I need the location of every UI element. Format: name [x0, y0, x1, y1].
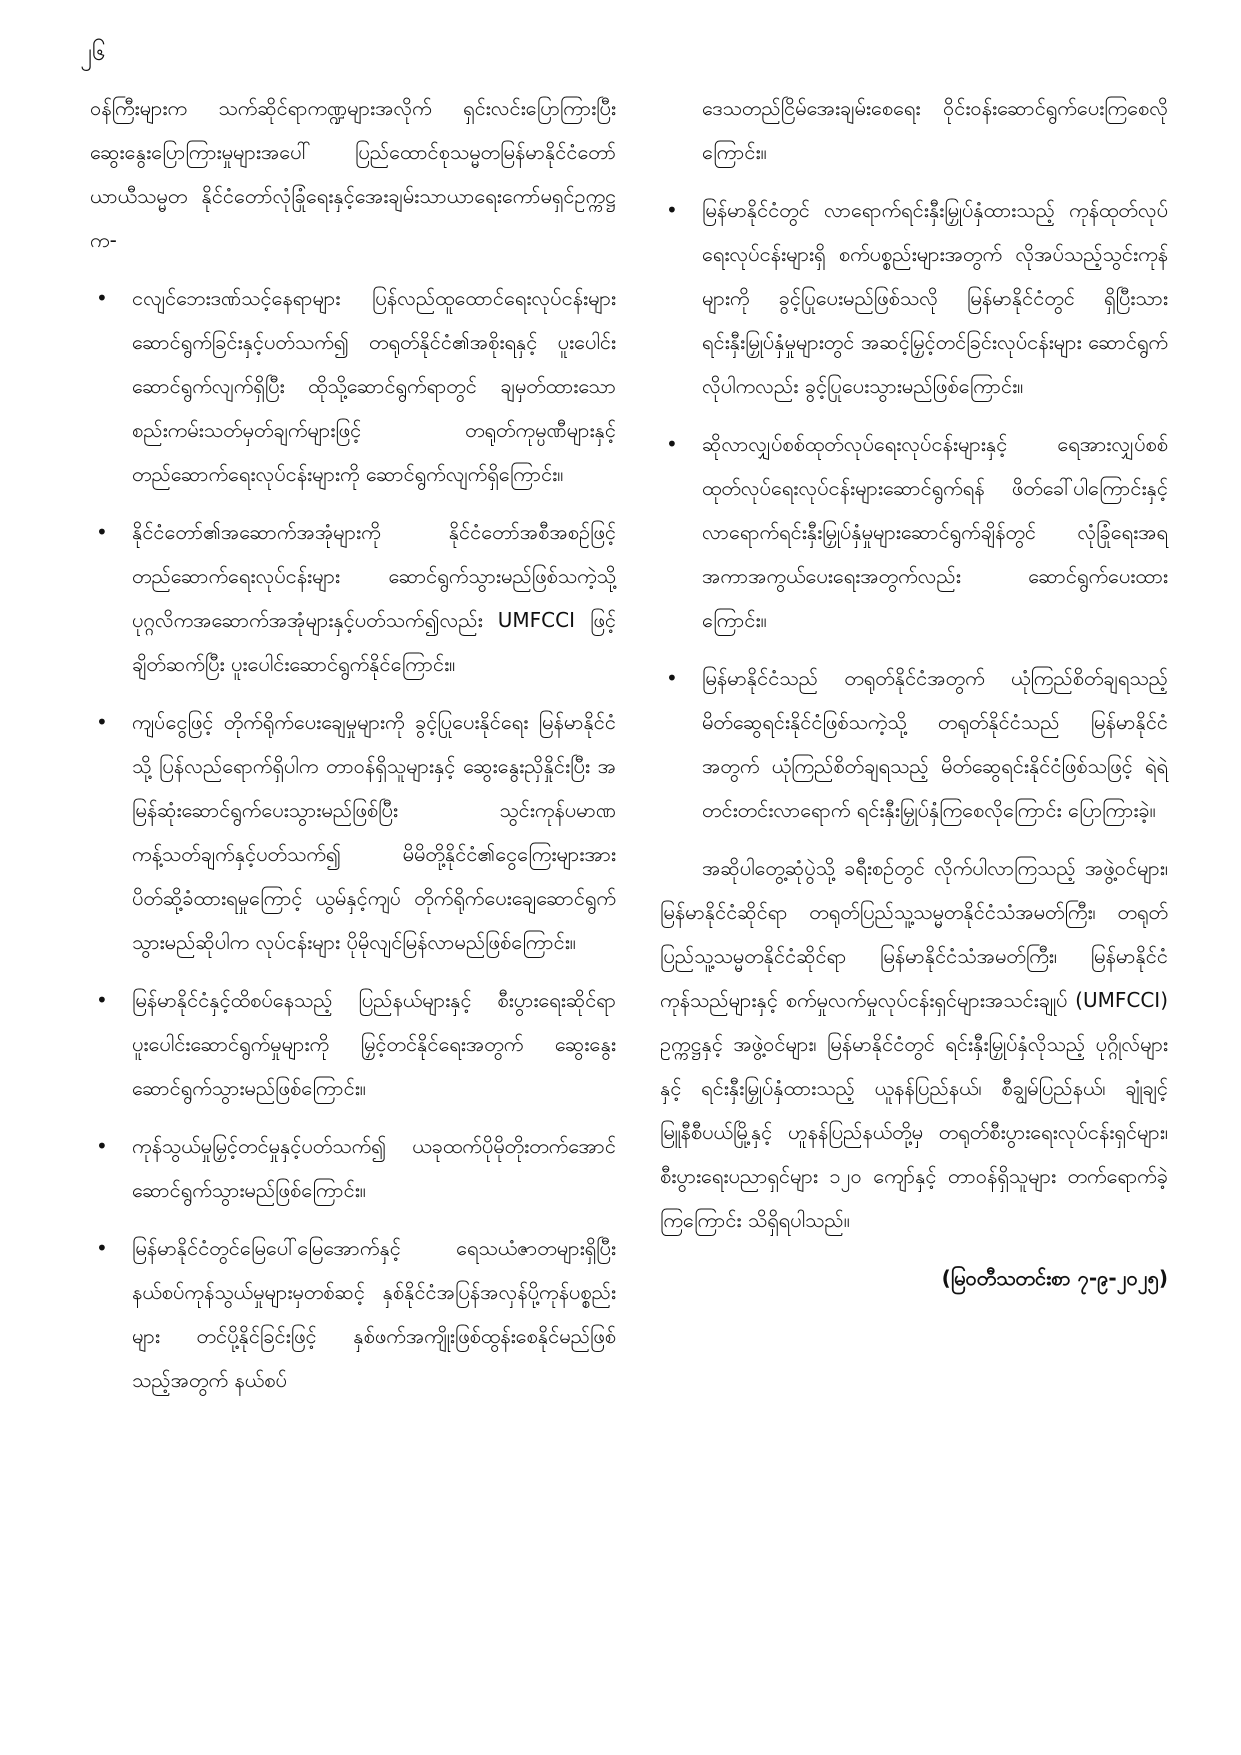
list-item [90, 978, 616, 1110]
list-item [90, 700, 616, 964]
bullet-icon: • [96, 710, 108, 734]
bullet-icon: • [96, 988, 108, 1012]
list-item-text: မြန်မာနိုင်ငံတွင် လာရောက်ရင်းနှီးမြှုပ်နှံထားသည့် ကုန်ထုတ်လုပ်ရေးလုပ်ငန်းများရှိ စက်ပစ္စည်းများအတွက် လိုအပ်သည့်သွင်းကုန်များကို ခွင့်ပြုပေးမည်ဖြစ်သလို မြန်မာနိုင်ငံတွင် ရှိပြီးသား ရင်းနှီးမြှုပ်နှံမှုများတွင် အဆင့်မြှင့်တင်ခြင်းလုပ်ငန်းများ ဆောင်ရွက်လိုပါကလည်း ခွင့်ပြုပေးသွားမည်ဖြစ်ကြောင်း။ [702, 198, 1168, 398]
list-item-text: ဆိုလာလျှပ်စစ်ထုတ်လုပ်ရေးလုပ်ငန်းများနှင့် ရေအားလျှပ်စစ်ထုတ်လုပ်ရေးလုပ်ငန်းများဆောင်ရွက်ရန် ဖိတ်ခေါ်ပါကြောင်းနှင့် လာရောက်ရင်းနှီးမြှုပ်နှံမှုများဆောင်ရွက်ချိန်တွင် လုံခြုံရေးအရ အကာအကွယ်ပေးရေးအတွက်လည်း ဆောင်ရွက်ပေးထားကြောင်း။ [702, 432, 1168, 632]
left-bullet-list [90, 276, 616, 1402]
left-column [90, 86, 616, 1402]
right-bullet-list [660, 188, 1168, 832]
list-item [90, 276, 616, 496]
page-number: ၂၆ [80, 38, 106, 66]
bullet-icon: • [666, 432, 678, 456]
bullet-icon: • [96, 1134, 108, 1158]
closing-paragraph: အဆိုပါတွေ့ဆုံပွဲသို့ ခရီးစဉ်တွင် လိုက်ပါလာကြသည့် အဖွဲ့ဝင်များ၊ မြန်မာနိုင်ငံဆိုင်ရာ တရုတ်ပြည်သူ့သမ္မတနိုင်ငံသံအမတ်ကြီး၊ တရုတ်ပြည်သူ့သမ္မတနိုင်ငံဆိုင်ရာ မြန်မာနိုင်ငံသံအမတ်ကြီး၊ မြန်မာနိုင်ငံကုန်သည်များနှင့် စက်မှုလက်မှုလုပ်ငန်းရှင်များအသင်းချုပ် (UMFCCI) ဥက္ကဋ္ဌနှင့် အဖွဲ့ဝင်များ၊ မြန်မာနိုင်ငံတွင် ရင်းနှီးမြှုပ်နှံလိုသည့် ပုဂ္ဂိုလ်များနှင့် ရင်းနှီးမြှုပ်နှံထားသည့် ယူနန်ပြည်နယ်၊ စီချွမ်ပြည်နယ်၊ ချုံချင့်မြူနီစီပယ်မြို့နှင့် ဟူနန်ပြည်နယ်တို့မှ တရုတ်စီးပွားရေးလုပ်ငန်းရှင်များ၊ စီးပွားရေးပညာရှင်များ ၁၂၀ ကျော်နှင့် တာဝန်ရှိသူများ တက်ရောက်ခဲ့ကြကြောင်း သိရှိရပါသည်။ [660, 856, 1168, 1232]
list-item-text: ကျပ်ငွေဖြင့် တိုက်ရိုက်ပေးချေမှုများကို ခွင့်ပြုပေးနိုင်ရေး မြန်မာနိုင်ငံသို့ ပြန်လည်ရောက်ရှိပါက တာဝန်ရှိသူများနှင့် ဆွေးနွေးညှိနှိုင်းပြီး အမြန်ဆုံးဆောင်ရွက်ပေးသွားမည်ဖြစ်ပြီး သွင်းကုန်ပမာဏကန့်သတ်ချက်နှင့်ပတ်သက်၍ မိမိတို့နိုင်ငံ၏ငွေကြေးများအား ပိတ်ဆို့ခံထားရမှုကြောင့် ယွမ်နှင့်ကျပ် တိုက်ရိုက်ပေးချေဆောင်ရွက်သွားမည်ဆိုပါက လုပ်ငန်းများ ပိုမိုလျင်မြန်လာမည်ဖြစ်ကြောင်း။ [132, 710, 616, 954]
news-source: (မြဝတီသတင်းစာ ၇-၉-၂၀၂၅) [941, 1266, 1168, 1290]
list-item-text: ငလျင်ဘေးဒဏ်သင့်နေရာများ ပြန်လည်ထူထောင်ရေးလုပ်ငန်းများ ဆောင်ရွက်ခြင်းနှင့်ပတ်သက်၍ တရုတ်နိုင်ငံ၏အစိုးရနှင့် ပူးပေါင်းဆောင်ရွက်လျက်ရှိပြီး ထိုသို့ဆောင်ရွက်ရာတွင် ချမှတ်ထားသော စည်းကမ်းသတ်မှတ်ချက်များဖြင့် တရုတ်ကုမ္ပဏီများနှင့် တည်ဆောက်ရေးလုပ်ငန်းများကို ဆောင်ရွက်လျက်ရှိကြောင်း။ [132, 286, 616, 486]
bullet-icon: • [96, 520, 108, 544]
list-item [660, 656, 1168, 832]
bullet-icon: • [96, 1236, 108, 1260]
continued-bullet-text: ဒေသတည်ငြိမ်အေးချမ်းစေရေး ဝိုင်းဝန်းဆောင်ရွက်ပေးကြစေလိုကြောင်း။ [702, 96, 1168, 164]
list-item-text: နိုင်ငံတော်၏အဆောက်အအုံများကို နိုင်ငံတော်အစီအစဉ်ဖြင့် တည်ဆောက်ရေးလုပ်ငန်းများ ဆောင်ရွက်သွားမည်ဖြစ်သကဲ့သို့ ပုဂ္ဂလိကအဆောက်အအုံများနှင့်ပတ်သက်၍လည်း UMFCCI ဖြင့်ချိတ်ဆက်ပြီး ပူးပေါင်းဆောင်ရွက်နိုင်ကြောင်း။ [132, 520, 616, 676]
list-item [90, 1124, 616, 1212]
intro-paragraph: ဝန်ကြီးများက သက်ဆိုင်ရာကဏ္ဍများအလိုက် ရှင်းလင်းပြောကြားပြီး ဆွေးနွေးပြောကြားမှုများအပေါ် ပြည်ထောင်စုသမ္မတမြန်မာနိုင်ငံတော် ယာယီသမ္မတ နိုင်ငံတော်လုံခြုံရေးနှင့်အေးချမ်းသာယာရေးကော်မရှင်ဥက္ကဋ္ဌက- [90, 96, 616, 252]
list-item-text: မြန်မာနိုင်ငံတွင်မြေပေါ်မြေအောက်နှင့် ရေသယံဇာတများရှိပြီး နယ်စပ်ကုန်သွယ်မှုများမှတစ်ဆင့် နှစ်နိုင်ငံအပြန်အလှန်ပို့ကုန်ပစ္စည်းများ တင်ပို့နိုင်ခြင်းဖြင့် နှစ်ဖက်အကျိုးဖြစ်ထွန်းစေနိုင်မည်ဖြစ်သည့်အတွက် နယ်စပ် [132, 1236, 616, 1392]
bullet-icon: • [96, 286, 108, 310]
list-item [90, 1226, 616, 1402]
list-item [660, 188, 1168, 408]
list-item-text: မြန်မာနိုင်ငံသည် တရုတ်နိုင်ငံအတွက် ယုံကြည်စိတ်ချရသည့် မိတ်ဆွေရင်းနိုင်ငံဖြစ်သကဲ့သို့ တရုတ်နိုင်ငံသည် မြန်မာနိုင်ငံအတွက် ယုံကြည်စိတ်ချရသည့် မိတ်ဆွေရင်းနိုင်ငံဖြစ်သဖြင့် ရဲရဲတင်းတင်းလာရောက် ရင်းနှီးမြှုပ်နှံကြစေလိုကြောင်း ပြောကြားခဲ့။ [702, 666, 1168, 822]
right-column [660, 86, 1168, 1300]
list-item [660, 422, 1168, 642]
list-item-text: ကုန်သွယ်မှုမြှင့်တင်မှုနှင့်ပတ်သက်၍ ယခုထက်ပိုမိုတိုးတက်အောင် ဆောင်ရွက်သွားမည်ဖြစ်ကြောင်း။ [132, 1134, 616, 1202]
list-item [90, 510, 616, 686]
bullet-icon: • [666, 198, 678, 222]
list-item-text: မြန်မာနိုင်ငံနှင့်ထိစပ်နေသည့် ပြည်နယ်များနှင့် စီးပွားရေးဆိုင်ရာ ပူးပေါင်းဆောင်ရွက်မှုများကို မြှင့်တင်နိုင်ရေးအတွက် ဆွေးနွေးဆောင်ရွက်သွားမည်ဖြစ်ကြောင်း။ [132, 988, 616, 1100]
bullet-icon: • [666, 666, 678, 690]
